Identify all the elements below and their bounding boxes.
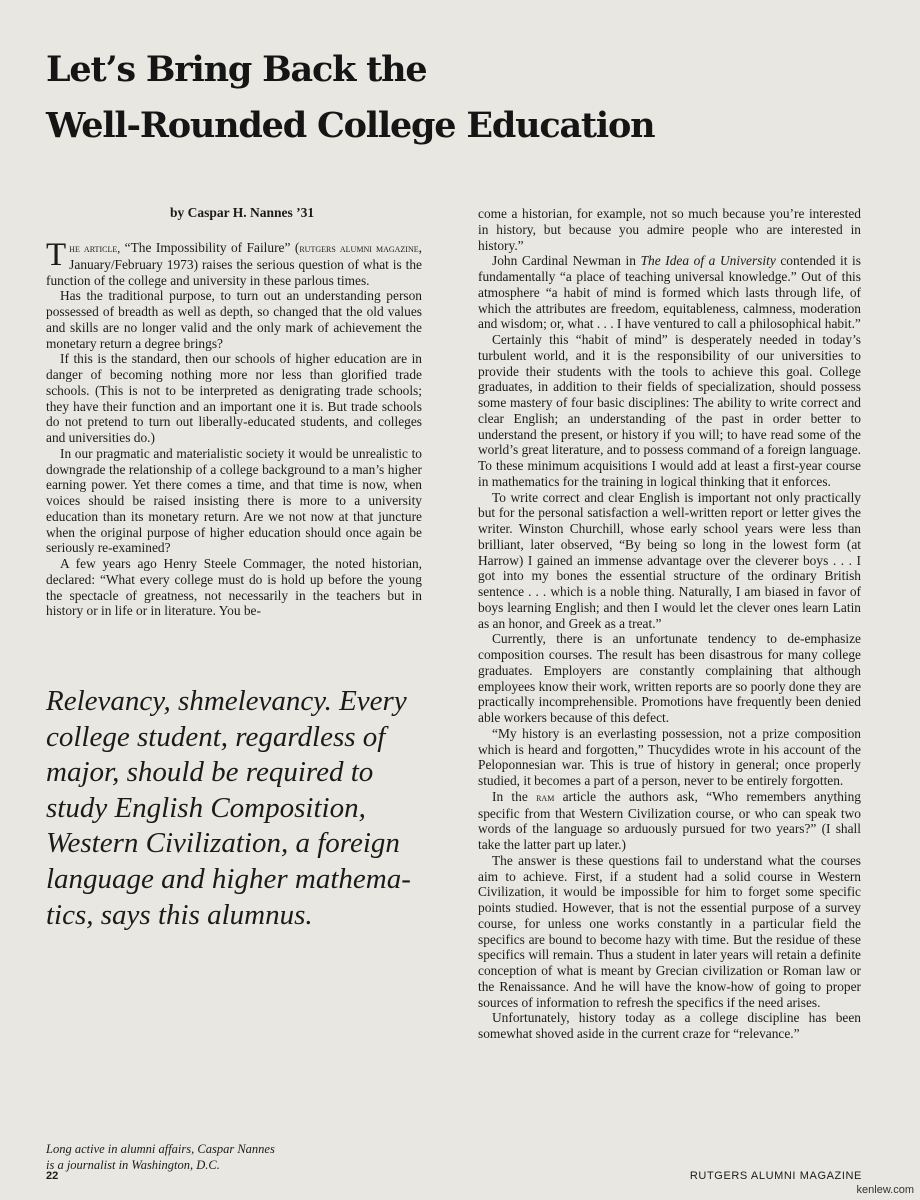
watermark: kenlew.com (856, 1184, 914, 1196)
right-column (478, 206, 861, 1042)
pull-quote-line: language and higher mathema- (46, 862, 411, 895)
body-paragraph (478, 253, 861, 332)
opening-lead: he article, (69, 241, 121, 255)
magazine-title-footer: RUTGERS ALUMNI MAGAZINE (689, 1170, 862, 1182)
pull-quote-line: Western Civilization, a foreign (46, 827, 400, 860)
book-title: The Idea of a University (640, 253, 776, 269)
body-paragraph: Has the traditional purpose, to turn out an understanding person possessed of breadth as well as depth, so changed that the old values and skills are no longer valid and the only mark of achievement the monetary return a degree brings? (46, 288, 422, 351)
author-bio-line: Long active in alumni affairs, Caspar Nannes (46, 1142, 275, 1156)
magazine-name: rutgers alumni magazine (299, 241, 419, 255)
opening-text-1: “The Impossibility of Failure” ( (120, 240, 300, 255)
page-number: 22 (46, 1170, 59, 1182)
pull-quote-line: college student, regardless of (46, 720, 386, 753)
newman-text-1: John Cardinal Newman in (492, 253, 641, 269)
pull-quote-line: tics, says this alumnus. (46, 898, 313, 931)
pull-quote (46, 684, 426, 933)
body-paragraph: Unfortunately, history today as a college discipline has been somewhat shoved aside in the current craze for “relevance.” (478, 1010, 861, 1041)
headline-line-1: Let’s Bring Back the (46, 49, 427, 90)
continued-paragraph: come a historian, for example, not so much because you’re interested in history, but because you admire people who are interested in history.” (478, 206, 861, 253)
newman-text-2: contended it is fundamentally “a place of teaching universal knowledge.” Out of this atmosphere “a habit of mind is formed which lasts through life, of which the attributes are freedom, equitableness, calmness, moderation and wisdom; or, what . . . I have ventured to call a philosophical habit.” (478, 253, 861, 332)
opening-paragraph (46, 237, 422, 288)
author-bio (46, 1142, 366, 1173)
ram-abbrev: ram (536, 789, 555, 804)
ram-text-2: article the authors ask, “Who remembers anything specific from that Western Civilization course, or who can speak two words of the language so arduously pursued for two years?” (I shall take the latter part up later.) (478, 788, 861, 852)
byline: by Caspar H. Nannes ’31 (170, 205, 315, 220)
opening-text-2: , January/February 1973) raises the serious question of what is the function of the college and university in these parlous times. (46, 240, 422, 288)
body-paragraph: A few years ago Henry Steele Commager, the noted historian, declared: “What every college must do is hold up before the young the spectacle of greatness, not necessarily in the teachers but in history or in life or in literature. You be- (46, 556, 422, 619)
body-paragraph: Currently, there is an unfortunate tendency to de-emphasize composition courses. The result has been disastrous for many college graduates. Employers are constantly complaining that although employees know their work, written reports are so poorly done they are practically incomprehensible. Promotions have frequently been denied able workers because of this defect. (478, 631, 862, 725)
body-paragraph: The answer is these questions fail to understand what the courses aim to achieve. First, if a student had a solid course in Western Civilization, it would be impossible for him to forget some specific points studied. However, that is not the essential purpose of a survey course, for unless one works constantly in a particular field the specifics are bound to become hazy with time. But the residue of these specifics will remain. Thus a student in later years will retain a definite conception of what is meant by Grecian civilization or Roman law or the Renaissance. And he will have the know-how of going to proper sources of information to refresh the specifics if the need arises. (478, 852, 861, 1010)
body-paragraph: Certainly this “habit of mind” is desperately needed in today’s turbulent world, and it is the responsibility of our universities to provide their students with the tools to achieve this goal. College graduates, in addition to their fields of specialization, should possess some mastery of four basic disciplines: The ability to write correct and clear English; an understanding of the past in order better to understand the present, or history if you will; to have read some of the world’s great literature, and to possess command of a foreign language. To these minimum acquisitions I would add at least a first-year course in mathematics for the training in logical thinking that it enforces. (478, 332, 861, 489)
ram-text-1: In the (492, 788, 537, 804)
pull-quote-line: Relevancy, shmelevancy. Every (46, 685, 407, 717)
body-paragraph (478, 789, 861, 853)
headline-line-2: Well-Rounded College Education (46, 105, 655, 146)
pull-quote-line: major, should be required to (46, 756, 374, 789)
headline (46, 42, 666, 154)
body-paragraph: If this is the standard, then our schools of higher education are in danger of becoming nothing more nor less than glorified trade schools. (This is not to be interpreted as denigrating trade schools; they have their function and an important one it is. But trade schools do not pretend to turn out liberally-educated students, and colleges and universities do.) (46, 351, 422, 445)
left-column (46, 237, 422, 619)
body-paragraph: “My history is an everlasting possession, not a prize composition which is heard and forgotten,” Thucydides wrote in his account of the Peloponnesian war. This is true of history in general; once properly studied, it becomes a part of a person, never to be entirely forgotten. (478, 725, 861, 788)
author-bio-line: is a journalist in Washington, D.C. (46, 1157, 220, 1172)
body-paragraph: To write correct and clear English is important not only practically but for the personal satisfaction a well-written report or letter gives the writer. Winston Churchill, whose early school years were less than brilliant, later observed, “By being so long in the lowest form (at Harrow) I gained an immense advantage over the cleverer boys . . . I got into my bones the essential structure of the ordinary British sentence . . . which is a noble thing. Naturally, I am biased in favor of boys learning English; and then I would let the clever ones learn Latin as an honor, and Greek as a treat.” (478, 489, 861, 631)
body-paragraph: In our pragmatic and materialistic society it would be unrealistic to downgrade the relationship of a college background to a man’s higher earning power. Yet there comes a time, and that time is now, when voices should be raised insisting there is more to a university education than its monetary return. Are we not now at that juncture when the original purpose of higher education should once again be seriously re-examined? (46, 445, 422, 556)
pull-quote-line: study English Composition, (46, 791, 366, 824)
drop-cap: T (46, 237, 67, 273)
